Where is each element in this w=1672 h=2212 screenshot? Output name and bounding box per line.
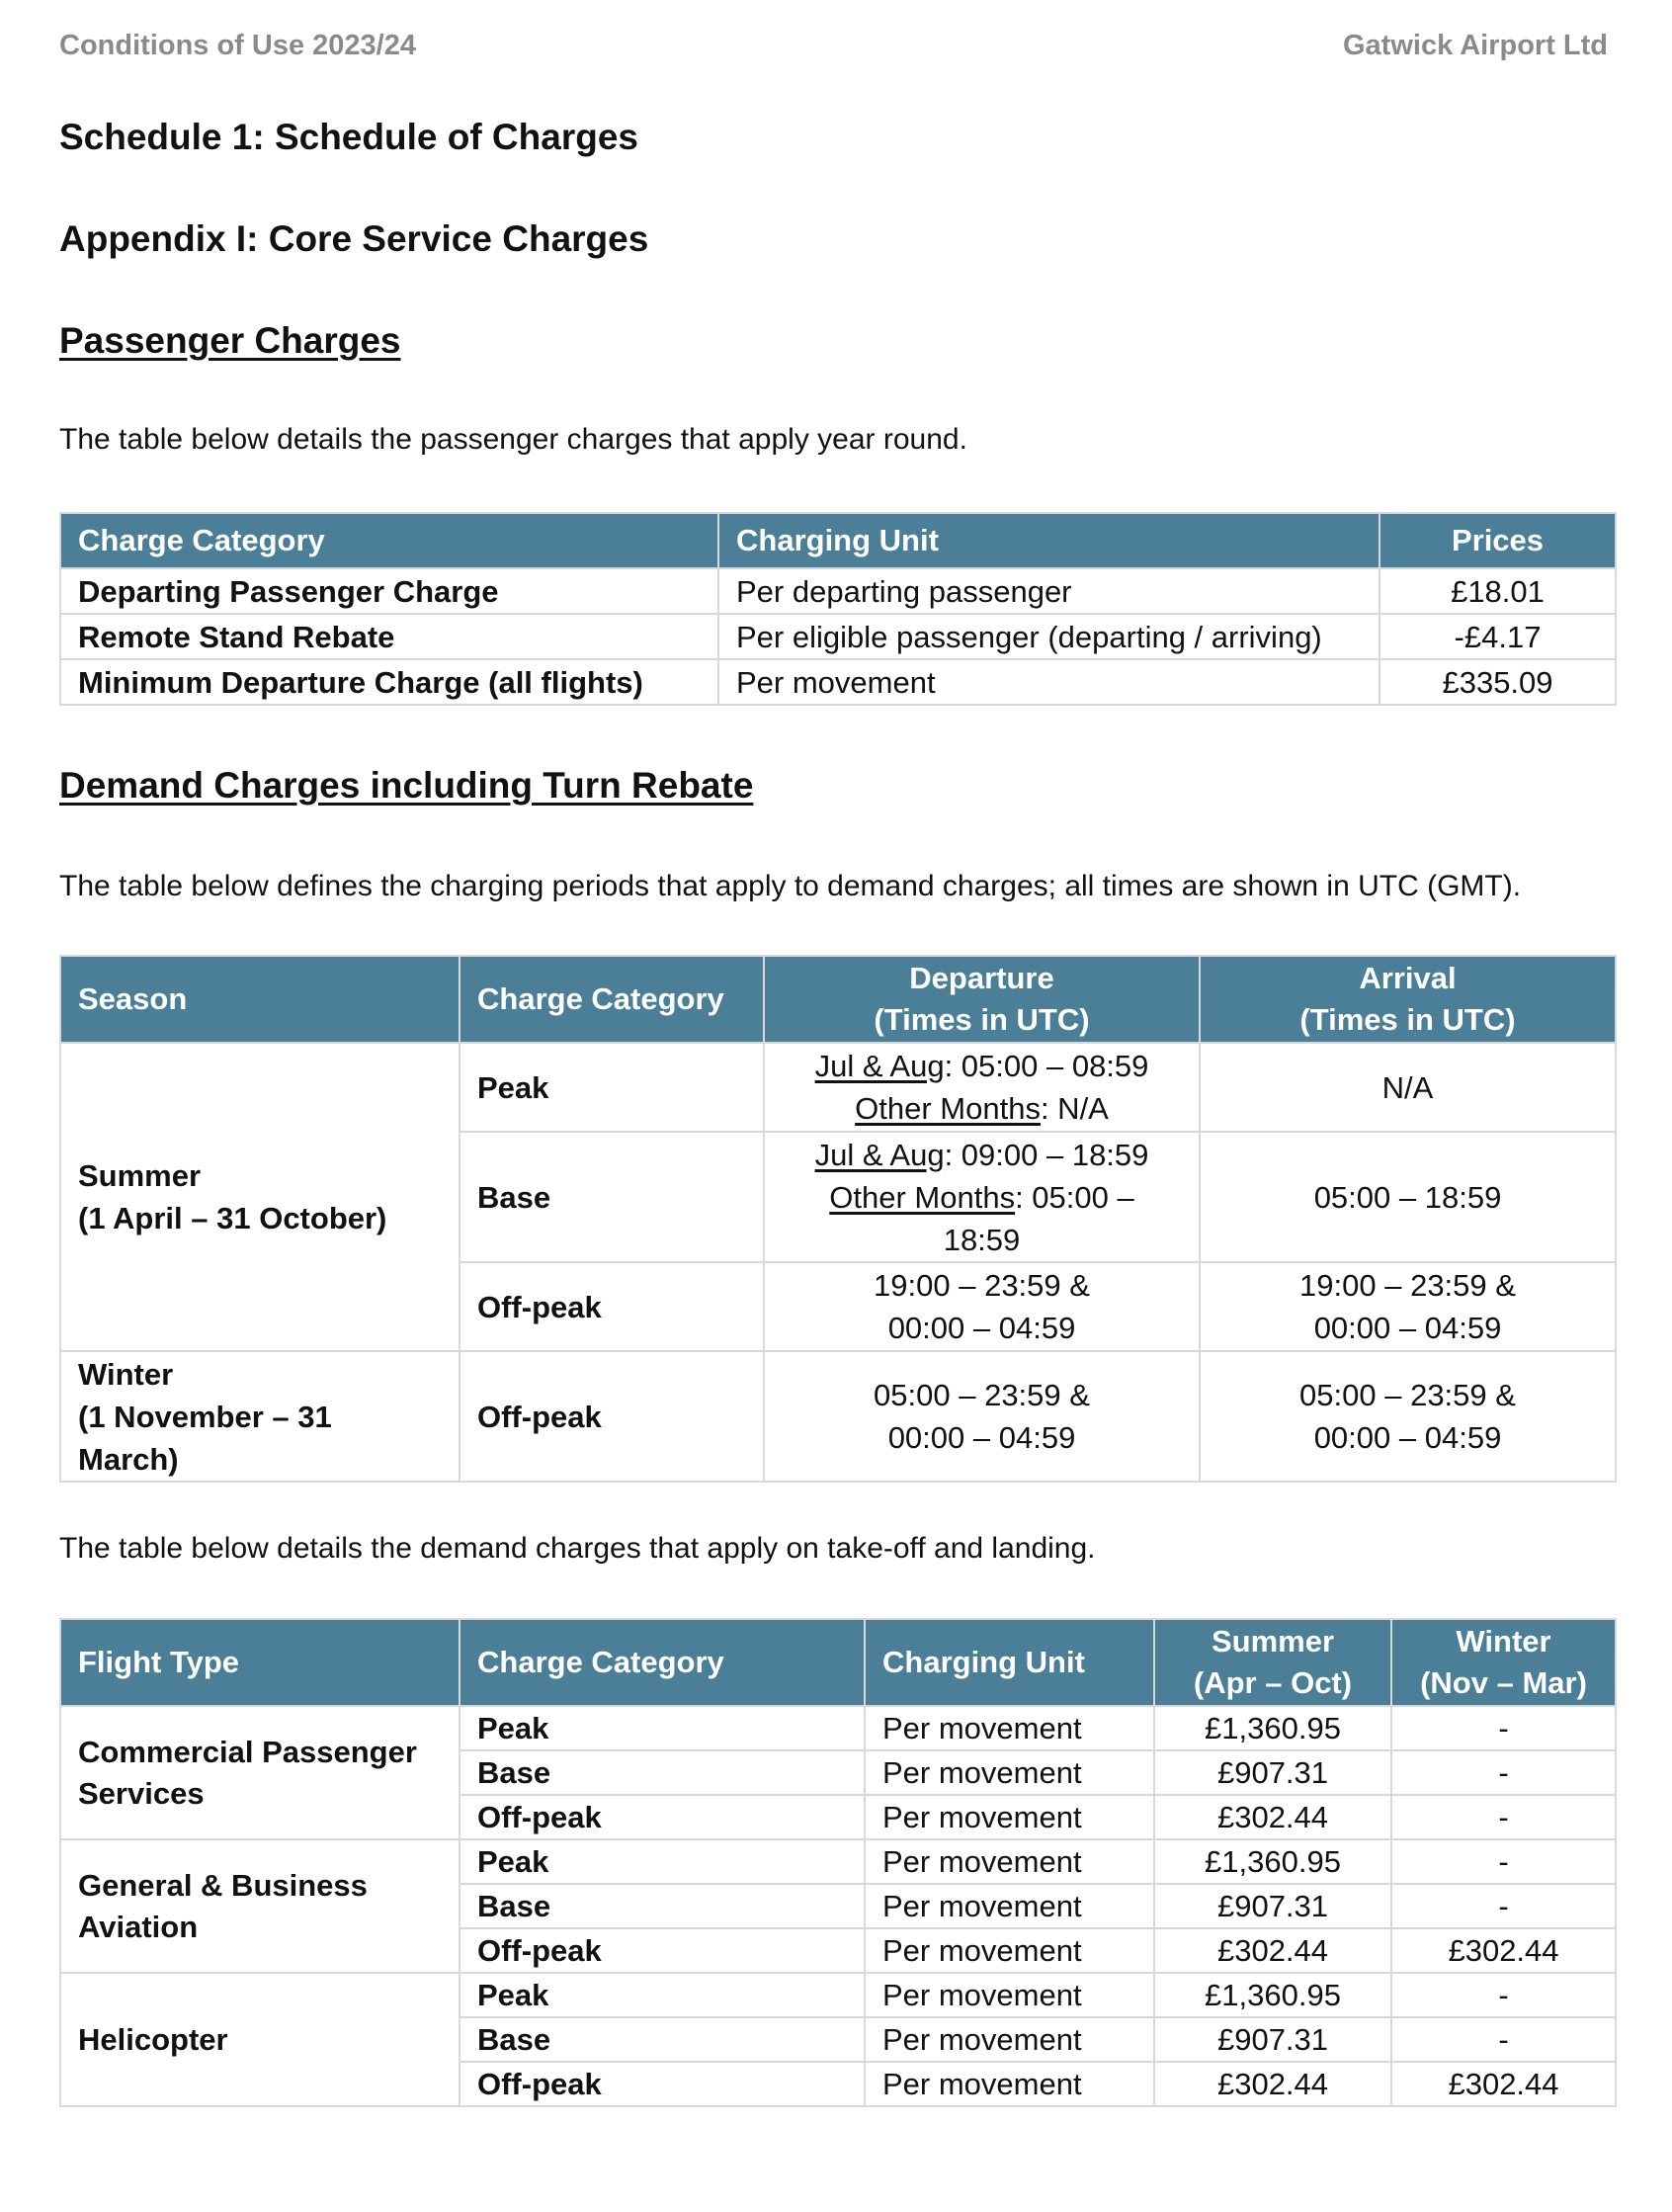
- flight-type-name: Commercial Passenger: [78, 1734, 417, 1769]
- demand-charges-heading: Demand Charges including Turn Rebate: [59, 765, 754, 806]
- time-range: 00:00 – 04:59: [887, 1311, 1076, 1345]
- table-row: [60, 1839, 1616, 1884]
- arrival-header-line1: Arrival: [1359, 961, 1457, 995]
- flight-type-name: General & Business: [78, 1867, 368, 1903]
- charging-unit-cell: Per movement: [718, 659, 1379, 705]
- column-header-charge-category: Charge Category: [460, 1619, 865, 1706]
- season-cell-winter: [60, 1351, 460, 1482]
- summer-price-cell: £302.44: [1154, 1928, 1391, 1973]
- period-label: Jul & Aug: [814, 1049, 945, 1083]
- time-range: 00:00 – 04:59: [1313, 1420, 1502, 1455]
- charge-category-cell: Base: [460, 2017, 865, 2062]
- column-header-departure: [764, 956, 1200, 1043]
- time-range: 19:00 – 23:59 &: [1299, 1268, 1516, 1303]
- demand-charges-intro-text: The table below details the demand charges that apply on take-off and landing.: [59, 1532, 1096, 1565]
- column-header-charging-unit: Charging Unit: [865, 1619, 1154, 1706]
- appendix-heading: Appendix I: Core Service Charges: [59, 218, 649, 259]
- table-row: [60, 1706, 1616, 1750]
- flight-type-name: Aviation: [78, 1909, 199, 1944]
- winter-price-cell: -: [1391, 1750, 1616, 1795]
- summer-price-cell: £1,360.95: [1154, 1973, 1391, 2017]
- charge-category-cell: Base: [460, 1884, 865, 1928]
- charge-category-cell: Off-peak: [460, 1795, 865, 1839]
- summer-price-cell: £907.31: [1154, 1750, 1391, 1795]
- column-header-summer: [1154, 1619, 1391, 1706]
- charge-category-cell: Off-peak: [460, 1262, 764, 1351]
- column-header-winter: [1391, 1619, 1616, 1706]
- summer-price-cell: £302.44: [1154, 1795, 1391, 1839]
- period-label: Jul & Aug: [814, 1137, 945, 1172]
- period-value: 18:59: [943, 1222, 1021, 1257]
- period-label: Other Months: [829, 1179, 1016, 1215]
- price-cell: £18.01: [1379, 568, 1616, 614]
- charging-periods-table: [59, 955, 1617, 1483]
- arrival-times-cell: [1200, 1262, 1616, 1351]
- column-header-flight-type: Flight Type: [60, 1619, 460, 1706]
- charge-category-cell: Off-peak: [460, 1351, 764, 1482]
- departure-times-cell: [764, 1351, 1200, 1482]
- flight-type-cell: [60, 1839, 460, 1973]
- departure-times-cell: [764, 1043, 1200, 1132]
- winter-price-cell: -: [1391, 1884, 1616, 1928]
- passenger-intro-text: The table below details the passenger charges that apply year round.: [59, 423, 967, 456]
- winter-price-cell: £302.44: [1391, 2062, 1616, 2106]
- charge-category-cell: Peak: [460, 1706, 865, 1750]
- column-header-prices: Prices: [1379, 513, 1616, 568]
- table-row: [60, 1043, 1616, 1132]
- departure-times-cell: [764, 1262, 1200, 1351]
- table-row: [60, 1351, 1616, 1482]
- charging-unit-cell: Per departing passenger: [718, 568, 1379, 614]
- charge-category-cell: Base: [460, 1750, 865, 1795]
- table-row: [60, 568, 1616, 614]
- charge-category-cell: Remote Stand Rebate: [60, 614, 718, 659]
- charge-category-cell: Peak: [460, 1839, 865, 1884]
- flight-type-name: Helicopter: [78, 2021, 228, 2057]
- flight-type-name: Services: [78, 1775, 205, 1811]
- time-range: 00:00 – 04:59: [1313, 1311, 1502, 1345]
- charge-category-cell: Peak: [460, 1043, 764, 1132]
- winter-header-line2: (Nov – Mar): [1420, 1665, 1587, 1700]
- summer-price-cell: £907.31: [1154, 2017, 1391, 2062]
- winter-price-cell: -: [1391, 1706, 1616, 1750]
- price-cell: -£4.17: [1379, 614, 1616, 659]
- period-value: : 09:00 – 18:59: [944, 1137, 1149, 1172]
- charge-category-cell: Minimum Departure Charge (all flights): [60, 659, 718, 705]
- table-row: [60, 659, 1616, 705]
- time-range: 05:00 – 23:59 &: [874, 1378, 1090, 1412]
- passenger-charges-heading: Passenger Charges: [59, 320, 401, 361]
- price-cell: £335.09: [1379, 659, 1616, 705]
- flight-type-cell: [60, 1706, 460, 1839]
- time-range: 00:00 – 04:59: [887, 1420, 1076, 1455]
- departure-times-cell: [764, 1132, 1200, 1262]
- charging-unit-cell: Per movement: [865, 1795, 1154, 1839]
- period-value: : 05:00 – 08:59: [944, 1049, 1149, 1083]
- table-header-row: [60, 513, 1616, 568]
- period-label: Other Months: [855, 1091, 1041, 1126]
- charge-category-cell: Peak: [460, 1973, 865, 2017]
- table-row: [60, 614, 1616, 659]
- flight-type-cell: [60, 1973, 460, 2106]
- column-header-charge-category: Charge Category: [460, 956, 764, 1043]
- charge-category-cell: Off-peak: [460, 2062, 865, 2106]
- season-range: March): [78, 1441, 179, 1477]
- document-header-title: Conditions of Use 2023/24: [59, 30, 416, 61]
- summer-price-cell: £302.44: [1154, 2062, 1391, 2106]
- charging-unit-cell: Per movement: [865, 2062, 1154, 2106]
- demand-periods-intro-text: The table below defines the charging periods that apply to demand charges; all times are shown in UTC (GMT).: [59, 870, 1522, 902]
- charging-unit-cell: Per eligible passenger (departing / arriving): [718, 614, 1379, 659]
- departure-header-line1: Departure: [909, 961, 1054, 995]
- arrival-header-line2: (Times in UTC): [1299, 1002, 1516, 1037]
- winter-price-cell: -: [1391, 2017, 1616, 2062]
- arrival-times-cell: 05:00 – 18:59: [1200, 1132, 1616, 1262]
- summer-price-cell: £907.31: [1154, 1884, 1391, 1928]
- charging-unit-cell: Per movement: [865, 1884, 1154, 1928]
- winter-price-cell: -: [1391, 1839, 1616, 1884]
- charge-category-cell: Departing Passenger Charge: [60, 568, 718, 614]
- passenger-charges-table: [59, 512, 1617, 706]
- summer-price-cell: £1,360.95: [1154, 1706, 1391, 1750]
- column-header-charge-category: Charge Category: [60, 513, 718, 568]
- charging-unit-cell: Per movement: [865, 1706, 1154, 1750]
- winter-price-cell: -: [1391, 1973, 1616, 2017]
- table-header-row: [60, 1619, 1616, 1706]
- time-range: 19:00 – 23:59 &: [874, 1268, 1090, 1303]
- season-range: (1 November – 31: [78, 1399, 332, 1434]
- charge-category-cell: Off-peak: [460, 1928, 865, 1973]
- time-range: 05:00 – 23:59 &: [1299, 1378, 1516, 1412]
- summer-price-cell: £1,360.95: [1154, 1839, 1391, 1884]
- demand-charges-table: [59, 1618, 1617, 2107]
- winter-header-line1: Winter: [1456, 1624, 1551, 1659]
- summer-header-line1: Summer: [1211, 1624, 1335, 1659]
- schedule-heading: Schedule 1: Schedule of Charges: [59, 117, 638, 157]
- charging-unit-cell: Per movement: [865, 2017, 1154, 2062]
- season-cell-summer: [60, 1043, 460, 1351]
- column-header-charging-unit: Charging Unit: [718, 513, 1379, 568]
- winter-price-cell: -: [1391, 1795, 1616, 1839]
- table-header-row: [60, 956, 1616, 1043]
- arrival-times-cell: [1200, 1351, 1616, 1482]
- winter-price-cell: £302.44: [1391, 1928, 1616, 1973]
- column-header-season: Season: [60, 956, 460, 1043]
- departure-header-line2: (Times in UTC): [874, 1002, 1090, 1037]
- period-value: : N/A: [1040, 1091, 1109, 1126]
- charging-unit-cell: Per movement: [865, 1973, 1154, 2017]
- charging-unit-cell: Per movement: [865, 1839, 1154, 1884]
- document-header-company: Gatwick Airport Ltd: [1343, 30, 1608, 61]
- period-value: : 05:00 –: [1015, 1179, 1134, 1215]
- season-name: Winter: [78, 1356, 174, 1392]
- arrival-times-cell: N/A: [1200, 1043, 1616, 1132]
- charging-unit-cell: Per movement: [865, 1750, 1154, 1795]
- charge-category-cell: Base: [460, 1132, 764, 1262]
- summer-header-line2: (Apr – Oct): [1193, 1665, 1353, 1700]
- column-header-arrival: [1200, 956, 1616, 1043]
- charging-unit-cell: Per movement: [865, 1928, 1154, 1973]
- table-row: [60, 1973, 1616, 2017]
- season-range: (1 April – 31 October): [78, 1201, 387, 1235]
- season-name: Summer: [78, 1158, 202, 1193]
